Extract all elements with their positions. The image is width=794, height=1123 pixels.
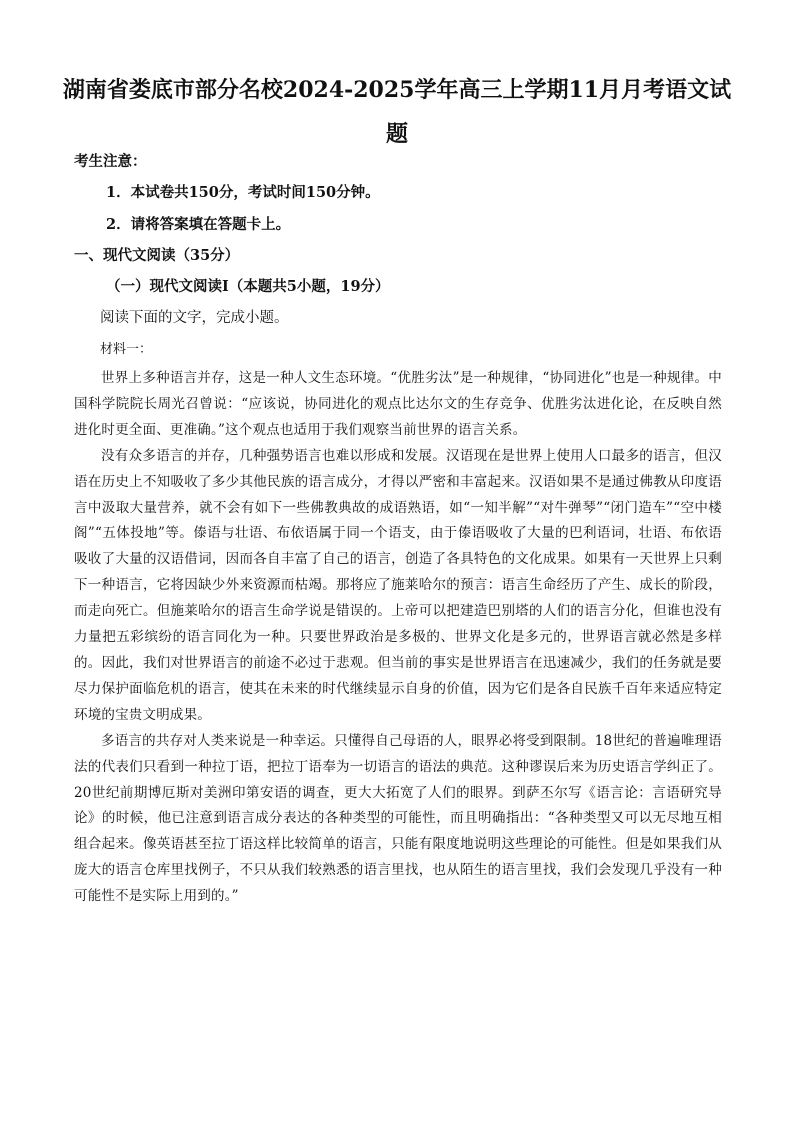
paragraph: 没有众多语言的并存，几种强势语言也难以形成和发展。汉语现在是世界上使用人口最多的语言，但汉语在历史上不知吸收了多少其他民族的语言成分，才得以严密和丰富起来。汉语如果不是通过佛教从印度语言中汲取大量营养，就不会有如下一些佛教典故的成语熟语，如“一知半解”“对牛弹琴”“闭门造车”“空中楼阁”“五体投地”等。傣语与壮语、布依语属于同一个语支，由于傣语吸收了大量的巴利语词，壮语、布依语吸收了大量的汉语借词，因而各自丰富了自己的语言，创造了各具特色的文化成果。如果有一天世界上只剩下一种语言，它将因缺少外来资源而枯竭。那将应了施莱哈尔的预言：语言生命经历了产生、成长的阶段，而走向死亡。但施莱哈尔的语言生命学说是错误的。上帝可以把建造巴别塔的人们的语言分化，但谁也没有力量把五彩缤纷的语言同化为一种。只要世界政治是多极的、世界文化是多元的，世界语言就必然是多样的。因此，我们对世界语言的前途不必过于悲观。但当前的事实是世界语言在迅速减少，我们的任务就是要尽力保护面临危机的语言，使其在未来的时代继续显示自身的价值，因为它们是各自民族千百年来适应特定环境的宝贵文明成果。 (74, 447, 722, 723)
notice-item: 2．请将答案填在答题卡上。 (106, 216, 291, 233)
article-body (74, 366, 722, 910)
paragraph: 多语言的共存对人类来说是一种幸运。只懂得自己母语的人，眼界必将受到限制。18世纪的普遍唯理语法的代表们只看到一种拉丁语，把拉丁语奉为一切语言的语法的典范。这种谬误后来为历史语言学纠正了。20世纪前期博厄斯对美洲印第安语的调查，更大大拓宽了人们的眼界。到萨丕尔写《语言论：言语研究导论》的时候，他已注意到语言成分表达的各种类型的可能性，而且明确指出：“各种类型又可以无尽地互相组合起来。像英语甚至拉丁语这样比较简单的语言，只能有限度地说明这些理论的可能性。但是如果我们从庞大的语言仓库里找例子，不只从我们较熟悉的语言里找，也从陌生的语言里找，我们会发现几乎没有一种可能性不是实际上用到的。” (74, 732, 722, 905)
notice-item: 1．本试卷共150分，考试时间150分钟。 (106, 184, 380, 201)
exam-title: 湖南省娄底市部分名校2024-2025学年高三上学期11月月考语文试题 (62, 77, 732, 147)
instruction-text: 阅读下面的文字，完成小题。 (100, 310, 289, 326)
subsection-heading: （一）现代文阅读Ⅰ（本题共5小题，19分） (106, 278, 390, 295)
section-heading: 一、现代文阅读（35分） (74, 247, 240, 264)
notice-heading: 考生注意： (74, 153, 147, 170)
paragraph: 世界上多种语言并存，这是一种人文生态环境。“优胜劣汰”是一种规律，“协同进化”也是一种规律。中国科学院院长周光召曾说：“应该说，协同进化的观点比达尔文的生存竞争、优胜劣汰进化论，在反映自然进化时更全面、更准确。”这个观点也适用于我们观察当前世界的语言关系。 (74, 370, 722, 438)
material-label: 材料一： (100, 342, 153, 357)
